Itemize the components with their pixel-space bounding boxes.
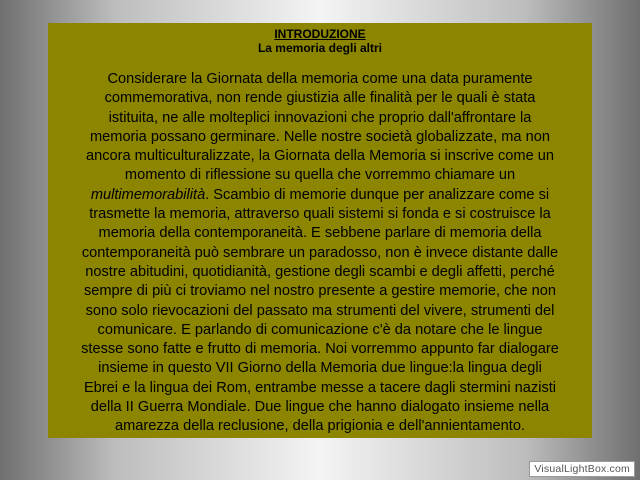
italic-term: multimemorabilità bbox=[90, 186, 206, 203]
body-line-mixed bbox=[48, 186, 592, 205]
body-line: memoria della contemporaneità. E sebbene parlare di memoria della bbox=[98, 225, 542, 242]
body-line: contemporaneità può sembrare un paradosso, non è invece distante dalle bbox=[81, 244, 559, 261]
body-line: commemorativa, non rende giustizia alle finalità per le quali è stata bbox=[104, 90, 536, 107]
body-line: ancora multiculturalizzate, la Giornata della Memoria si inscrive come un bbox=[85, 148, 554, 165]
body-line: comunicare. E parlando di comunicazione c'è da notare che le lingue bbox=[97, 321, 543, 338]
body-line: Ebrei e la lingua dei Rom, entrambe messe a tacere dagli stermini nazisti bbox=[83, 379, 557, 396]
body-line: memoria possano germinare. Nelle nostre società globalizzate, ma non bbox=[90, 128, 550, 145]
watermark-link[interactable]: VisualLightBox.com bbox=[529, 461, 635, 477]
slide-body bbox=[48, 70, 592, 437]
body-line: insieme in questo VII Giorno della Memoria due lingue:la lingua degli bbox=[98, 360, 542, 377]
slide-panel bbox=[48, 23, 592, 438]
body-line: sono solo rievocazioni del passato ma strumenti del vivere, strumenti del bbox=[85, 302, 555, 319]
body-line: della II Guerra Mondiale. Due lingue che hanno dialogato insieme nella bbox=[90, 399, 550, 416]
body-line: nostre abitudini, quotidianità, gestione degli scambi e degli affetti, perché bbox=[85, 263, 555, 280]
slide-subtitle: La memoria degli altri bbox=[257, 41, 383, 55]
body-line: trasmette la memoria, attraverso quali sistemi si fonda e si costruisce la bbox=[89, 206, 551, 223]
body-line: momento di riflessione su quella che vorremmo chiamare un bbox=[124, 167, 516, 184]
body-line: stesse sono fatte e frutto di memoria. Noi vorremmo appunto far dialogare bbox=[81, 341, 559, 358]
body-line: Considerare la Giornata della memoria come una data puramente bbox=[107, 71, 533, 87]
body-line: sempre di più ci troviamo nel nostro presente a gestire memorie, che non bbox=[83, 283, 557, 300]
body-line: istituita, ne alle molteplici innovazioni che proprio dall'affrontare la bbox=[108, 109, 532, 126]
body-line-rest: . Scambio di memorie dunque per analizzare come si bbox=[205, 186, 550, 203]
slide-title: INTRODUZIONE bbox=[274, 27, 366, 41]
body-line: amarezza della reclusione, della prigionia e dell'annientamento. bbox=[114, 418, 526, 435]
